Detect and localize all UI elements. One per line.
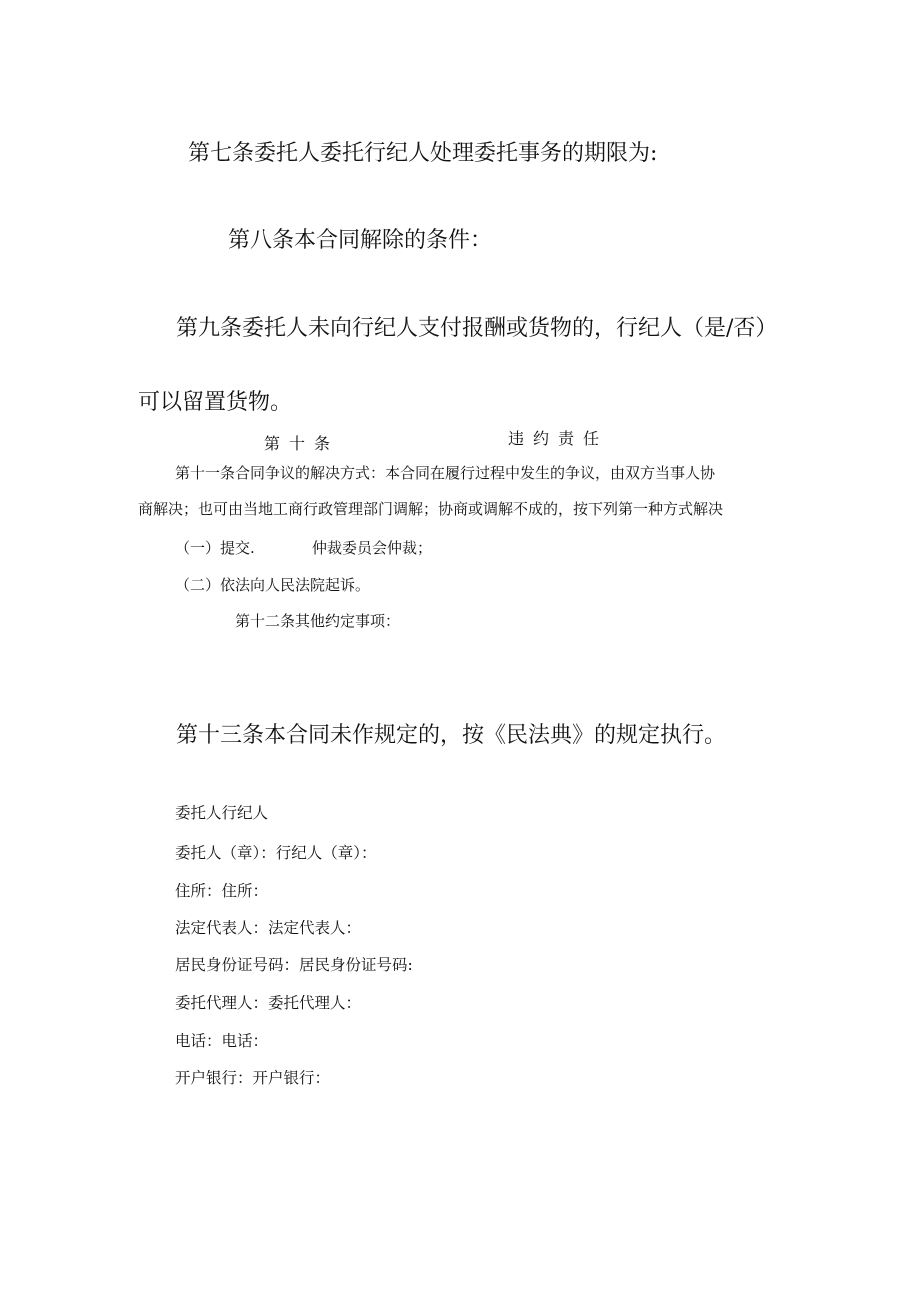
signature-address: 住所：住所： xyxy=(175,882,269,900)
signature-agent: 委托代理人：委托代理人： xyxy=(175,994,362,1012)
signature-legal-rep: 法定代表人：法定代表人： xyxy=(175,919,362,937)
signature-id-number: 居民身份证号码：居民身份证号码: xyxy=(175,956,413,974)
article-9-line-1: 第九条委托人未向行纪人支付报酬或货物的，行纪人（是/否） xyxy=(176,316,778,341)
article-13: 第十三条本合同未作规定的，按《民法典》的规定执行。 xyxy=(176,723,727,748)
article-11-option-2: （二）依法向人民法院起诉。 xyxy=(175,576,371,594)
article-7: 第七条委托人委托行纪人处理委托事务的期限为: xyxy=(188,141,658,166)
signature-phone: 电话：电话： xyxy=(175,1032,269,1050)
article-11-option-1-prefix: （一）提交. xyxy=(175,539,255,557)
article-10-title: 违约责任 xyxy=(508,429,609,448)
signature-bank: 开户银行：开户银行： xyxy=(175,1069,331,1087)
article-9-line-2: 可以留置货物。 xyxy=(138,390,293,415)
article-11-line-2: 商解决；也可由当地工商行政管理部门调解；协商或调解不成的，按下列第一种方式解决 xyxy=(138,500,724,518)
article-11-option-1-suffix: 仲裁委员会仲裁； xyxy=(312,539,433,557)
signature-seal: 委托人（章）：行纪人（章）： xyxy=(175,844,377,862)
article-12: 第十二条其他约定事项： xyxy=(235,612,401,630)
article-10-label: 第十条 xyxy=(264,434,340,453)
article-8: 第八条本合同解除的条件： xyxy=(228,228,493,253)
signature-parties: 委托人行纪人 xyxy=(175,804,269,822)
article-11-line-1: 第十一条合同争议的解决方式：本合同在履行过程中发生的争议，由双方当事人协 xyxy=(175,464,716,482)
